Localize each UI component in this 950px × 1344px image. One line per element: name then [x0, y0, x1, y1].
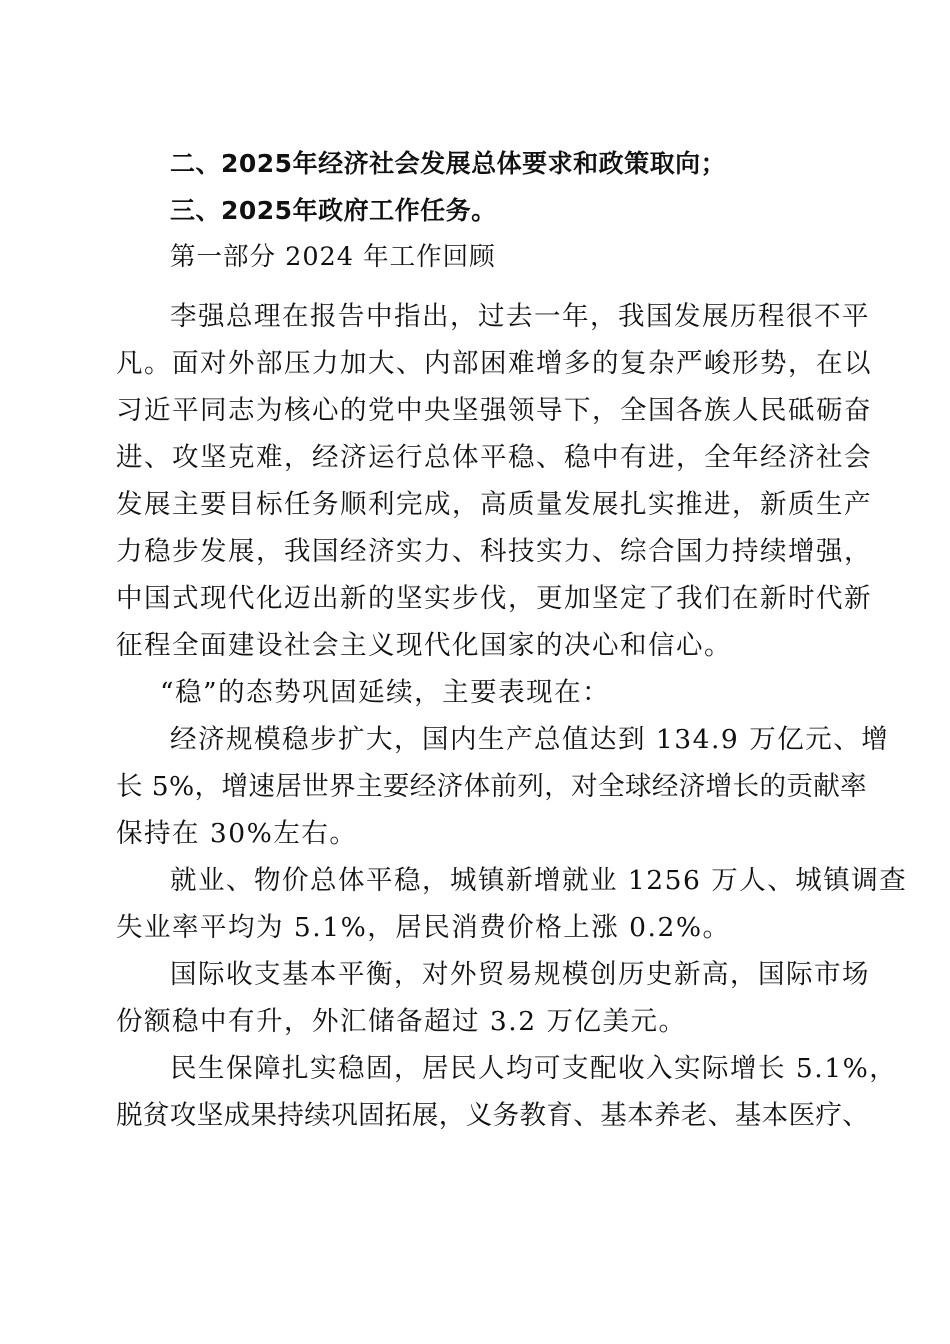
heading-3: 三、2025年政府工作任务。 — [170, 196, 497, 225]
paragraph-employment-prices — [116, 857, 908, 951]
text-line: 征程全面建设社会主义现代化国家的决心和信心。 — [116, 630, 732, 661]
text-line: 份额稳中有升，外汇储备超过 3.2 万亿美元。 — [116, 1006, 687, 1037]
section-title: 第一部分 2024 年工作回顾 — [170, 242, 496, 272]
text-line: 失业率平均为 5.1%，居民消费价格上涨 0.2%。 — [116, 912, 731, 943]
text-line: 民生保障扎实稳固，居民人均可支配收入实际增长 5.1%， — [170, 1053, 898, 1084]
paragraph-balance-of-payments — [116, 951, 870, 1045]
paragraph-livelihood — [116, 1045, 898, 1139]
text-line: 发展主要目标任务顺利完成，高质量发展扎实推进，新质生产 — [116, 489, 872, 520]
text-line: 脱贫攻坚成果持续巩固拓展，义务教育、基本养老、基本医疗、 — [116, 1100, 870, 1131]
document-body — [116, 140, 908, 1139]
paragraph-stability-intro — [116, 669, 826, 716]
text-line: 习近平同志为核心的党中央坚强领导下，全国各族人民砥砺奋 — [116, 395, 872, 426]
text-line: “稳”的态势巩固延续，主要表现在： — [160, 677, 611, 708]
text-line: 进、攻坚克难，经济运行总体平稳、稳中有进，全年经济社会 — [116, 442, 872, 473]
text-line: 国际收支基本平衡，对外贸易规模创历史新高，国际市场 — [170, 959, 870, 990]
text-line: 凡。面对外部压力加大、内部困难增多的复杂严峻形势，在以 — [116, 348, 872, 379]
text-line: 保持在 30%左右。 — [116, 818, 358, 849]
paragraph-review-summary — [116, 293, 872, 669]
text-line: 力稳步发展，我国经济实力、科技实力、综合国力持续增强， — [116, 536, 872, 567]
text-line: 长 5%，增速居世界主要经济体前列，对全球经济增长的贡献率 — [116, 771, 868, 802]
text-line: 就业、物价总体平稳，城镇新增就业 1256 万人、城镇调查 — [170, 865, 908, 896]
text-line: 李强总理在报告中指出，过去一年，我国发展历程很不平 — [170, 301, 870, 332]
text-line: 经济规模稳步扩大，国内生产总值达到 134.9 万亿元、增 — [170, 724, 890, 755]
text-line: 中国式现代化迈出新的坚实步伐，更加坚定了我们在新时代新 — [116, 583, 872, 614]
paragraph-economic-scale — [116, 716, 890, 857]
heading-2: 二、2025年经济社会发展总体要求和政策取向； — [170, 149, 727, 178]
